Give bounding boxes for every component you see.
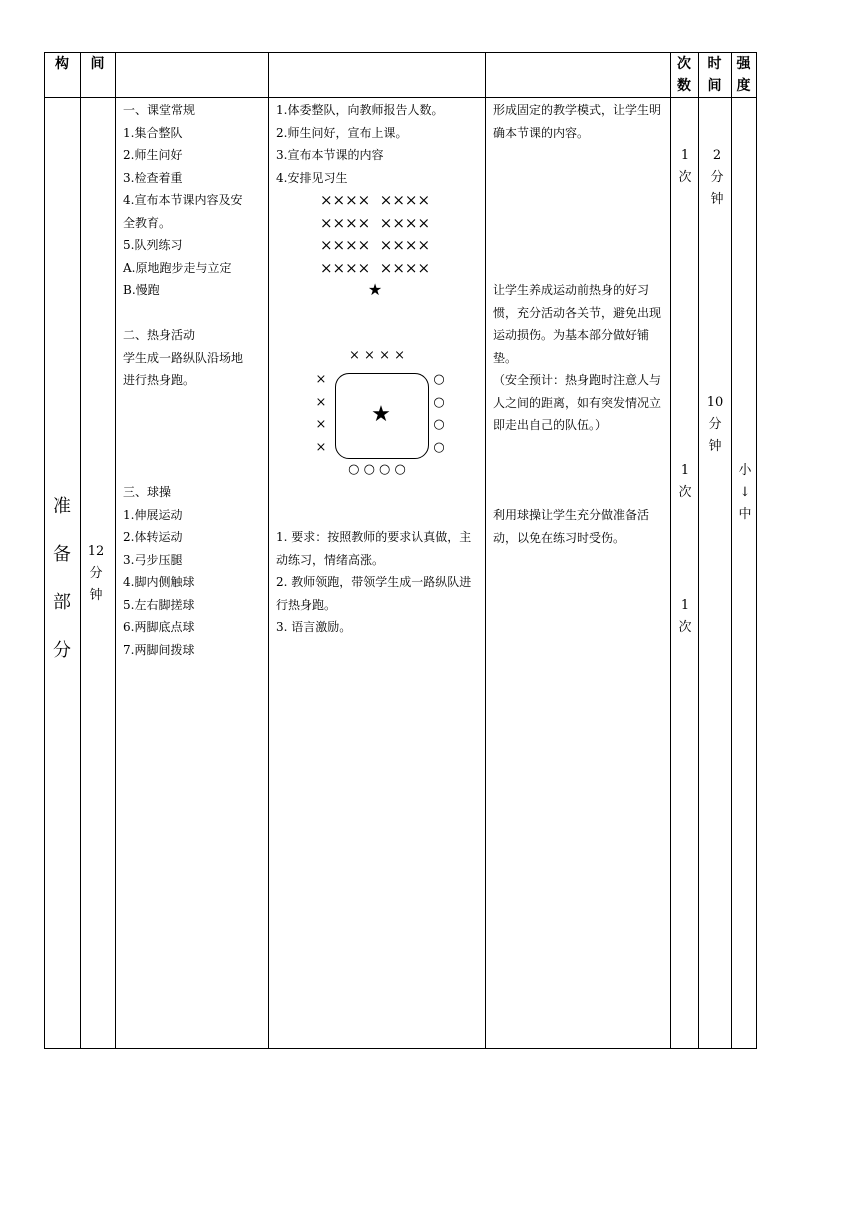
org-step: 1.体委整队，向教师报告人数。 xyxy=(276,103,444,117)
content-blank xyxy=(123,302,265,325)
content-ball-line: 5.左右脚搓球 xyxy=(123,597,195,612)
warmup-right-mark: ○ xyxy=(433,372,445,387)
section-char-4: 分 xyxy=(53,640,71,661)
section-duration xyxy=(80,541,112,607)
purpose-2: 让学生养成运动前热身的好习惯，充分活动各关节，避免出现运动损伤。为基本部分做好铺垫。 xyxy=(493,283,662,365)
warmup-left-mark: × xyxy=(315,372,327,387)
duration-unit-1: 分 xyxy=(89,566,103,581)
formation-diagram xyxy=(300,189,450,302)
header-time xyxy=(698,53,731,97)
warmup-teacher-star-icon: ★ xyxy=(371,402,391,427)
org-requirement: 1. 要求：按照教师的要求认真做，主动练习，情绪高涨。 xyxy=(276,530,472,567)
header-count-line1: 次 xyxy=(677,56,691,72)
formation-row: ×××× ×××× xyxy=(319,191,431,209)
count-1-number: 1 xyxy=(680,148,690,163)
content-line: 4.宣布本节课内容及安 xyxy=(123,193,243,207)
time-1-number: 2 xyxy=(712,148,722,163)
time-2-unit-2: 钟 xyxy=(708,439,722,454)
col-border-7 xyxy=(731,52,732,1049)
count-2-number: 1 xyxy=(680,463,690,478)
header-time-col: 间 xyxy=(90,56,105,72)
time-1 xyxy=(704,145,730,211)
time-1-unit-1: 分 xyxy=(710,170,724,185)
content-line: 1.集合整队 xyxy=(123,125,183,140)
header-time-line2: 间 xyxy=(707,78,722,94)
content-ball-line: 6.两脚底点球 xyxy=(123,620,195,634)
content-line: 全教育。 xyxy=(123,215,172,230)
content-line: 一、课堂常规 xyxy=(123,103,196,117)
content-line: 二、热身活动 xyxy=(123,328,196,342)
purpose-3: （安全预计：热身跑时注意人与人之间的距离，如有突发情况立即走出自己的队伍。） xyxy=(493,373,662,432)
header-time-line1: 时 xyxy=(707,56,722,72)
content-ball-line: 3.弓步压腿 xyxy=(123,552,183,567)
section-char-1: 准 xyxy=(53,496,71,517)
intensity-low: 小 xyxy=(738,463,752,478)
warmup-right-mark: ○ xyxy=(433,417,445,432)
content-line: B.慢跑 xyxy=(123,283,160,297)
organization-requirements xyxy=(276,526,481,639)
col-border-5 xyxy=(670,52,671,1049)
warmup-bottom-row: ○ ○ ○ ○ xyxy=(348,462,406,477)
header-count xyxy=(670,53,698,97)
content-block xyxy=(123,99,265,392)
header-bottom-border xyxy=(44,97,757,98)
count-2 xyxy=(672,460,698,504)
duration-number: 12 xyxy=(87,544,105,559)
organization-steps xyxy=(276,99,481,189)
header-intensity xyxy=(731,53,756,97)
content-ball-line: 2.体转运动 xyxy=(123,530,183,544)
content-line: 5.队列练习 xyxy=(123,238,183,252)
col-border-2 xyxy=(115,52,116,1049)
content-ball-line: 1.伸展运动 xyxy=(123,507,183,522)
col-border-3 xyxy=(268,52,269,1049)
section-char-3: 部 xyxy=(53,592,71,613)
warmup-diagram xyxy=(305,345,455,480)
section-char-2: 备 xyxy=(53,544,71,565)
header-count-line2: 数 xyxy=(677,78,691,94)
purpose-1: 形成固定的教学模式，让学生明确本节课的内容。 xyxy=(493,103,662,140)
count-1 xyxy=(672,145,698,189)
intensity-mid: 中 xyxy=(738,507,752,522)
duration-unit-2: 钟 xyxy=(89,588,103,603)
content-ball-block xyxy=(123,481,265,661)
formation-row: ×××× ×××× xyxy=(319,258,431,277)
warmup-right-mark: ○ xyxy=(433,394,445,410)
time-2-number: 10 xyxy=(706,395,724,410)
col-border-4 xyxy=(485,52,486,1049)
warmup-left-mark: × xyxy=(315,417,327,432)
purpose-4: 利用球操让学生充分做准备活动，以免在练习时受伤。 xyxy=(493,508,650,545)
time-1-unit-2: 钟 xyxy=(710,192,724,207)
warmup-left-mark: × xyxy=(315,439,327,455)
content-line: 进行热身跑。 xyxy=(123,373,196,387)
header-intensity-line1: 强 xyxy=(736,56,751,72)
content-ball-line: 7.两脚间拨球 xyxy=(123,642,195,657)
table-top-border xyxy=(44,52,757,53)
count-3-number: 1 xyxy=(680,598,690,613)
content-line: 3.检查着重 xyxy=(123,170,183,185)
count-1-unit: 次 xyxy=(678,170,692,185)
intensity xyxy=(733,460,757,526)
count-3 xyxy=(672,595,698,639)
teacher-star-icon: ★ xyxy=(367,280,383,299)
org-requirement: 3. 语言激励。 xyxy=(276,620,352,634)
section-name xyxy=(44,483,80,675)
warmup-right-mark: ○ xyxy=(433,439,445,455)
count-2-unit: 次 xyxy=(678,485,692,500)
content-line: 2.师生问好 xyxy=(123,148,183,162)
formation-row: ×××× ×××× xyxy=(319,236,431,254)
header-structure: 构 xyxy=(55,56,69,72)
warmup-left-mark: × xyxy=(315,394,327,410)
time-2-unit-1: 分 xyxy=(708,417,722,432)
content-ball-line: 4.脚内侧触球 xyxy=(123,575,195,589)
table-bottom-border xyxy=(44,1048,757,1049)
count-3-unit: 次 xyxy=(678,620,692,635)
content-line: A.原地跑步走与立定 xyxy=(123,260,232,275)
time-2 xyxy=(700,392,730,458)
col-border-8 xyxy=(756,52,757,1049)
org-step: 3.宣布本节课的内容 xyxy=(276,148,384,162)
org-step: 4.安排见习生 xyxy=(276,170,348,185)
intensity-arrow-icon: ↓ xyxy=(739,485,751,500)
content-ball-line: 三、球操 xyxy=(123,485,172,499)
org-requirement: 2. 教师领跑，带领学生成一路纵队进行热身跑。 xyxy=(276,575,472,612)
content-line: 学生成一路纵队沿场地 xyxy=(123,350,244,365)
warmup-top-row: × × × × xyxy=(349,348,405,363)
col-border-6 xyxy=(698,52,699,1049)
header-intensity-line2: 度 xyxy=(736,78,751,94)
org-step: 2.师生问好，宣布上课。 xyxy=(276,125,408,140)
formation-row: ×××× ×××× xyxy=(319,213,431,232)
